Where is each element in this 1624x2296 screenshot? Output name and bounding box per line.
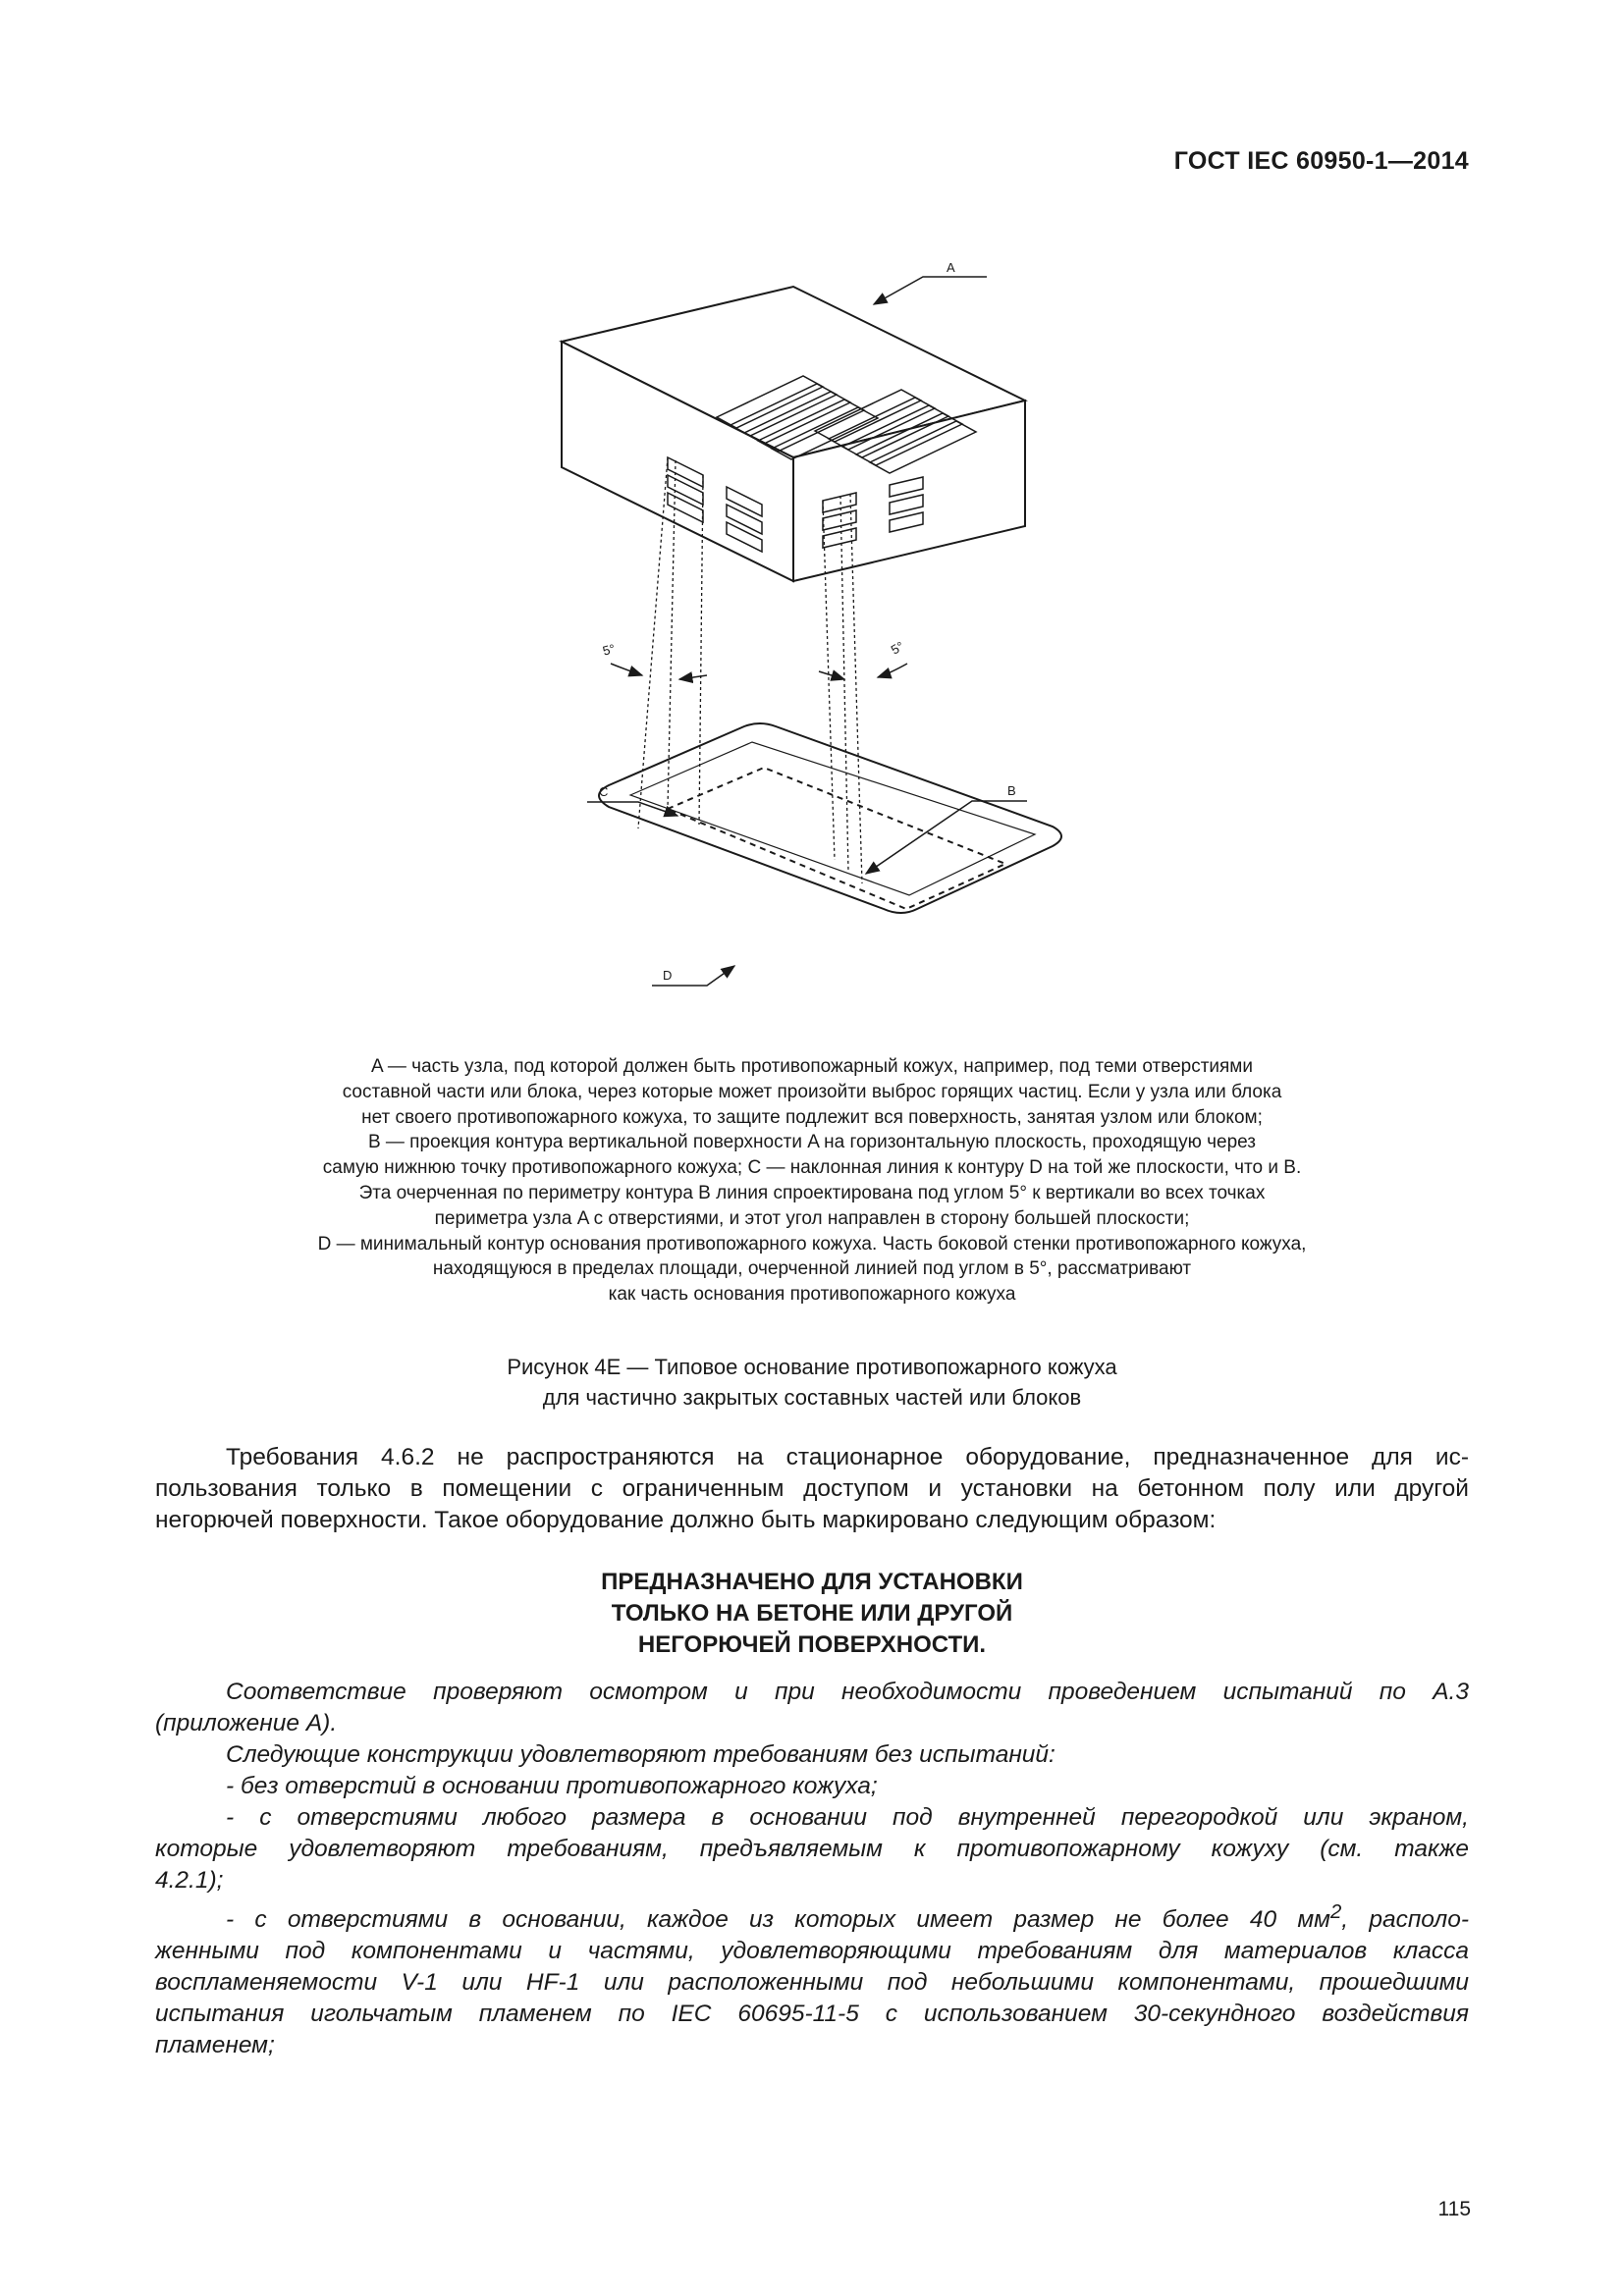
angle-left-label: 5° [601, 641, 618, 659]
text-line: пользования только в помещении с ограниченным доступом и установки на бетонном полу или другой [155, 1475, 1469, 1502]
figure-4e-drawing [550, 236, 1100, 1001]
legend-line: самую нижнюю точку противопожарного кожуха; C — наклонная линия к контуру D на той же плоскости, что и B. [322, 1157, 1302, 1179]
angle-right-label: 5° [888, 638, 907, 658]
document-code: ГОСТ IEC 60950-1—2014 [1173, 147, 1469, 175]
marking-line: ТОЛЬКО НА БЕТОНЕ ИЛИ ДРУГОЙ [611, 1600, 1013, 1627]
label-a: A [947, 260, 955, 275]
text-line: женными под компонентами и частями, удовлетворяющими требованиям для материалов класса [155, 1938, 1469, 1965]
marking-line: НЕГОРЮЧЕЙ ПОВЕРХНОСТИ. [637, 1631, 987, 1658]
superscript: 2 [1329, 1901, 1342, 1923]
text-line: Следующие конструкции удовлетворяют требованиям без испытаний: [226, 1741, 1056, 1768]
list-item [155, 1896, 1469, 1936]
legend-line: как часть основания противопожарного кожуха [608, 1284, 1016, 1306]
text-line: Соответствие проверяют осмотром и при необходимости проведением испытаний по А.3 [226, 1679, 1469, 1705]
page-number: 115 [1437, 2198, 1471, 2220]
compliance-section [155, 1677, 1469, 2061]
base-contour-d [599, 723, 1061, 913]
legend-line: периметра узла A с отверстиями, и этот угол направлен в сторону большей плоскости; [434, 1207, 1190, 1229]
fire-enclosure-diagram [550, 236, 1100, 1001]
text-line: которые удовлетворяют требованиям, предъявляемым к противопожарному кожуху (см. также [155, 1836, 1469, 1862]
text-line: воспламеняемости V-1 или HF-1 или расположенными под небольшими компонентами, прошедшими [155, 1969, 1469, 1997]
label-c: C [599, 784, 609, 799]
text-line: негорючей поверхности. Такое оборудование должно быть маркировано следующим образом: [155, 1507, 1217, 1533]
paragraph-requirements [155, 1442, 1469, 1536]
legend-line: A — часть узла, под которой должен быть противопожарный кожух, например, под теми отверстиями [371, 1056, 1253, 1077]
legend-line: B — проекция контура вертикальной поверхности A на горизонтальную плоскость, проходящую через [367, 1132, 1257, 1153]
text-line: испытания игольчатым пламенем по IEC 60695-11-5 с использованием 30-секундного воздействия [155, 2001, 1469, 2028]
leader-a [874, 277, 987, 304]
text-line: Требования 4.6.2 не распространяются на стационарное оборудование, предназначенное для ис- [226, 1444, 1469, 1470]
label-b: B [1007, 783, 1016, 798]
legend-line: D — минимальный контур основания противопожарного кожуха. Часть боковой стенки противопожарного кожуха, [317, 1233, 1307, 1255]
legend-line: Эта очерченная по периметру контура B линия спроектирована под углом 5° к вертикали во всех точках [358, 1182, 1266, 1203]
text-part: - с отверстиями в основании, каждое из которых имеет размер не более 40 мм [226, 1906, 1330, 1934]
list-item: - с отверстиями любого размера в основании под внутренней перегородкой или экраном, [226, 1804, 1469, 1831]
text-line: 4.2.1); [155, 1867, 224, 1894]
legend-line: находящуюся в пределах площади, очерченной линией под углом в 5°, рассматривают [432, 1258, 1192, 1280]
label-d: D [663, 968, 673, 983]
angle-arrows [611, 664, 907, 679]
figure-caption-line: для частично закрытых составных частей или блоков [542, 1385, 1082, 1410]
equipment-box [562, 287, 1025, 581]
legend-line: составной части или блока, через которые может произойти выброс горящих частиц. Если у узла или блока [342, 1081, 1282, 1102]
figure-caption-line: Рисунок 4Е — Типовое основание противопожарного кожуха [507, 1355, 1117, 1379]
figure-legend [196, 1054, 1428, 1308]
list-item: - без отверстий в основании противопожарного кожуха; [226, 1773, 878, 1799]
marking-text [155, 1567, 1469, 1661]
text-line: (приложение А). [155, 1710, 338, 1736]
text-part: , располо- [1341, 1906, 1469, 1934]
marking-line: ПРЕДНАЗНАЧЕНО ДЛЯ УСТАНОВКИ [601, 1569, 1023, 1595]
figure-caption [196, 1352, 1428, 1413]
legend-line: нет своего противопожарного кожуха, то защите подлежит вся поверхность, занятая узлом или блоком; [361, 1106, 1263, 1128]
text-line: пламенем; [155, 2032, 275, 2059]
